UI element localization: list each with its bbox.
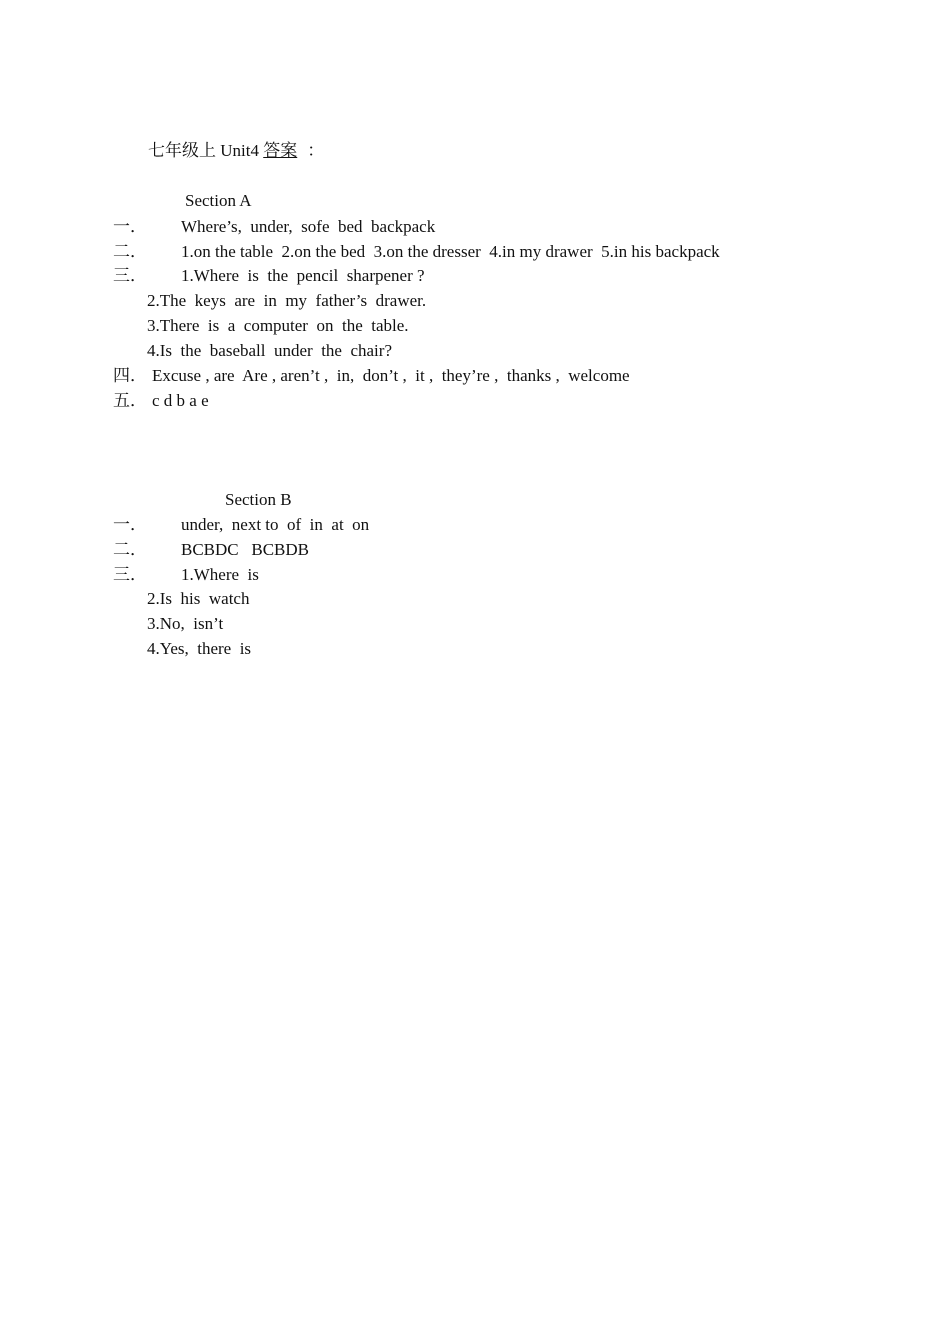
- section-a-item-4-text: Excuse , are Are , aren’t , in, don’t , it , they’re , thanks , welcome: [152, 366, 630, 385]
- section-a-item-1-marker: 一．: [113, 217, 147, 236]
- document-title: [148, 140, 324, 162]
- section-a-item-3-text: 1.Where is the pencil sharpener ?: [181, 266, 425, 285]
- section-b-sub-item-2: 2.Is his watch: [147, 589, 250, 608]
- section-a-item-3-marker: 三．: [113, 266, 147, 285]
- section-a-item-2-text: 1.on the table 2.on the bed 3.on the dresser 4.in my drawer 5.in his backpack: [181, 242, 720, 261]
- section-b-sub-item-3: 3.No, isn’t: [147, 614, 224, 633]
- section-b-item-1-text: under, next to of in at on: [181, 515, 370, 534]
- section-a-sub-item-3: 3.There is a computer on the table.: [147, 316, 409, 335]
- section-b-sub-item-4: 4.Yes, there is: [147, 639, 252, 658]
- section-b-item-1-marker: 一．: [113, 515, 147, 534]
- section-b-item-2-marker: 二．: [113, 540, 147, 559]
- section-a-sub-item-4: 4.Is the baseball under the chair?: [147, 341, 392, 360]
- section-a-heading: Section A: [185, 191, 252, 210]
- section-b-item-3-text: 1.Where is: [181, 565, 259, 584]
- title-colon: ：: [307, 141, 325, 160]
- section-b-heading: Section B: [225, 490, 292, 509]
- section-a-item-5-marker: 五．: [113, 391, 147, 410]
- section-a-sub-item-2: 2.The keys are in my father’s drawer.: [147, 291, 427, 310]
- title-prefix: 七年级上 Unit4: [148, 141, 264, 160]
- section-a-item-4-marker: 四．: [113, 366, 147, 385]
- section-b-item-2-text: BCBDC BCBDB: [181, 540, 310, 559]
- section-b-item-3-marker: 三．: [113, 565, 147, 584]
- title-underlined: 答案: [263, 141, 298, 160]
- section-a-item-1-text: Where’s, under, sofe bed backpack: [181, 217, 436, 236]
- section-a-item-5-text: c d b a e: [152, 391, 209, 410]
- section-a-item-2-marker: 二．: [113, 242, 147, 261]
